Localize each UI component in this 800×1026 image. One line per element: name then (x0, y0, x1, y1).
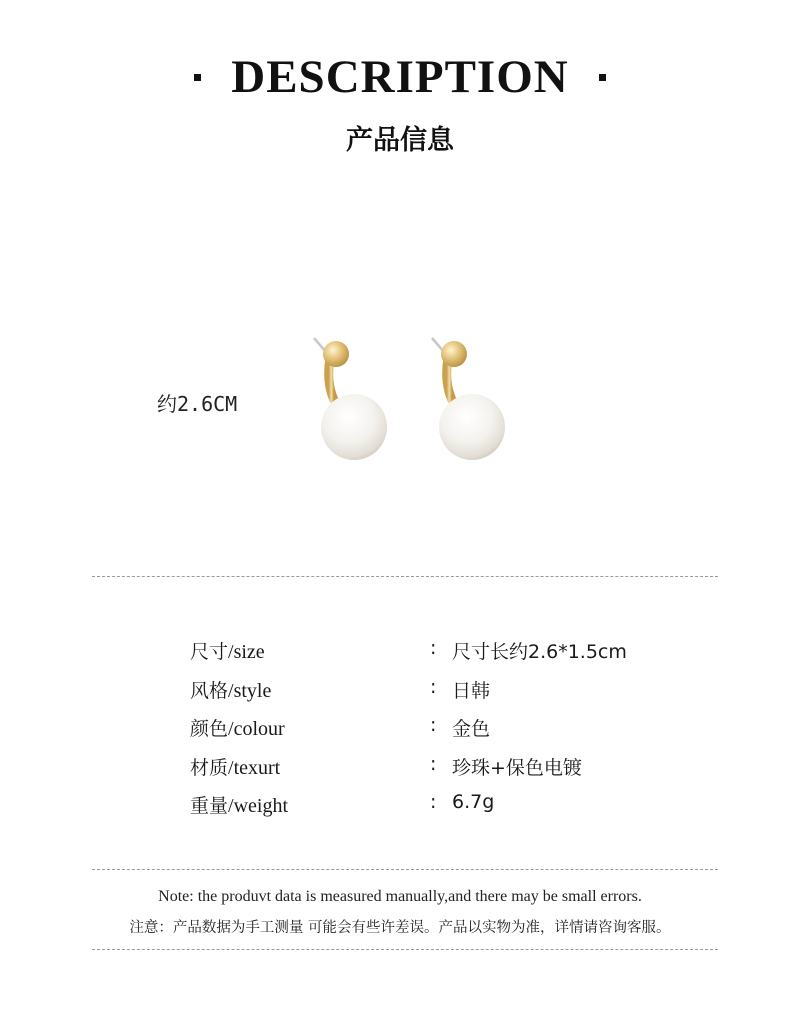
spec-row-weight (0, 791, 800, 821)
spec-label: 尺寸/size (190, 641, 265, 663)
title-bullet-right (599, 74, 606, 81)
spec-colon: : (430, 753, 437, 775)
page-subtitle: 产品信息 (346, 125, 454, 156)
spec-label: 颜色/colour (190, 718, 285, 740)
spec-value: 尺寸长约2.6*1.5cm (452, 641, 627, 663)
spec-colon: : (430, 714, 437, 736)
spec-label: 风格/style (190, 680, 272, 702)
spec-colon: : (430, 676, 437, 698)
divider-middle (92, 869, 718, 870)
spec-row-colour (0, 714, 800, 744)
earring-left (314, 338, 387, 460)
spec-row-size (0, 637, 800, 667)
title-bullet-left (194, 74, 201, 81)
spec-colon: : (430, 791, 437, 813)
spec-value: 金色 (452, 718, 491, 740)
spec-label: 重量/weight (190, 795, 289, 817)
spec-row-style (0, 676, 800, 706)
divider-bottom (92, 949, 718, 950)
spec-value: 6.7g (452, 791, 495, 813)
spec-value: 日韩 (452, 680, 491, 702)
divider-top (92, 576, 718, 577)
size-annotation: 约2.6CM (157, 392, 238, 416)
spec-value: 珍珠+保色电镀 (452, 757, 582, 779)
note-english: Note: the produvt data is measured manually,and there may be small errors. (158, 888, 642, 905)
pearl-earrings-image (300, 330, 520, 470)
note-chinese: 注意：产品数据为手工测量 可能会有些许差误。产品以实物为准，详情请咨询客服。 (129, 920, 671, 936)
spec-colon: : (430, 637, 437, 659)
page-title: DESCRIPTION (231, 51, 569, 103)
earring-right (432, 338, 505, 460)
spec-label: 材质/texurt (190, 757, 281, 779)
title-row (0, 50, 800, 104)
spec-row-material (0, 753, 800, 783)
